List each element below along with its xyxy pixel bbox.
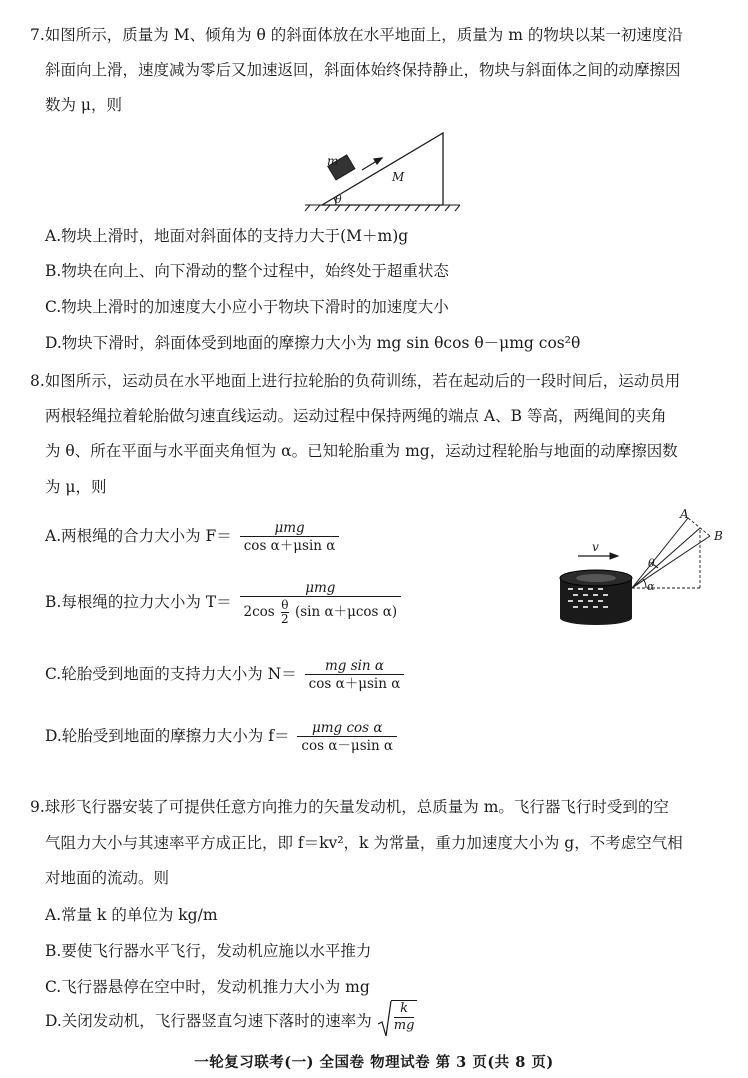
theta-label: θ bbox=[335, 193, 342, 206]
fraction-denominator: cos α＋μsin α bbox=[240, 536, 340, 554]
sqrt-denominator: mg bbox=[393, 1018, 415, 1033]
q8-option-d-text: D.轮胎受到地面的摩擦力大小为 f＝ bbox=[45, 727, 290, 745]
q8-option-b-text: B.每根绳的拉力大小为 T＝ bbox=[45, 593, 232, 611]
block-mass-label: m bbox=[327, 154, 339, 168]
denominator-tail: (sin α＋μcos α) bbox=[294, 604, 398, 620]
sqrt-expression bbox=[377, 1000, 418, 1044]
ropes bbox=[632, 518, 710, 588]
half-angle-fraction bbox=[281, 599, 289, 626]
fraction-denominator: cos α－μsin α bbox=[297, 736, 397, 754]
half-angle-numerator: θ bbox=[281, 598, 289, 612]
q8-option-a-text: A.两根绳的合力大小为 F＝ bbox=[45, 527, 232, 545]
q8-option-c-fraction bbox=[305, 658, 405, 692]
q8-option-b bbox=[45, 580, 404, 626]
q8-option-a bbox=[45, 520, 342, 554]
q8-option-c bbox=[45, 658, 407, 692]
q8-stem-line-2: 两根轻绳拉着轮胎做匀速直线运动。运动过程中保持两绳的端点 A、B 等高，两绳间的夹角 bbox=[45, 407, 667, 425]
q8-stem-line-3: 为 θ、所在平面与水平面夹角恒为 α。已知轮胎重为 mg，运动过程轮胎与地面的动摩擦因数 bbox=[45, 442, 678, 460]
q8-option-c-text: C.轮胎受到地面的支持力大小为 N＝ bbox=[45, 665, 297, 683]
q8-stem-line-4: 为 μ，则 bbox=[45, 478, 107, 496]
q7-stem-line-1: 7.如图所示，质量为 M、倾角为 θ 的斜面体放在水平地面上，质量为 m 的物块以某一初速度沿 bbox=[30, 26, 683, 44]
q8-option-d bbox=[45, 720, 400, 754]
tire bbox=[560, 570, 632, 625]
sqrt-numerator: k bbox=[400, 1001, 409, 1016]
fraction-numerator: μmg bbox=[274, 520, 305, 536]
q7-option-a: A.物块上滑时，地面对斜面体的支持力大于(M＋m)g bbox=[45, 227, 409, 245]
alpha-label: α bbox=[647, 580, 655, 593]
q8-stem-line-1: 8.如图所示，运动员在水平地面上进行拉轮胎的负荷训练，若在起动后的一段时间后，运动员用 bbox=[30, 372, 681, 390]
fraction-denominator bbox=[240, 596, 402, 626]
q8-option-b-fraction bbox=[240, 580, 402, 626]
fraction-numerator: μmg cos α bbox=[311, 720, 383, 736]
q9-option-b: B.要使飞行器水平飞行，发动机应施以水平推力 bbox=[45, 942, 372, 960]
q7-incline-figure bbox=[300, 125, 465, 215]
q9-stem-line-1: 9.球形飞行器安装了可提供任意方向推力的矢量发动机，总质量为 m。飞行器飞行时受到的空 bbox=[30, 798, 669, 816]
sqrt-radicand bbox=[391, 1000, 418, 1034]
theta-label: θ bbox=[648, 557, 655, 570]
cos-prefix: 2cos bbox=[243, 604, 275, 620]
half-angle-denominator: 2 bbox=[281, 612, 289, 626]
velocity-arrow-icon bbox=[362, 158, 382, 170]
page-footer: 一轮复习联考(一) 全国卷 物理试卷 第 3 页(共 8 页) bbox=[194, 1054, 554, 1071]
fraction-numerator: mg sin α bbox=[324, 658, 385, 674]
incline-mass-label: M bbox=[392, 170, 405, 184]
q9-stem-line-3: 对地面的流动。则 bbox=[45, 869, 170, 887]
fraction-denominator: cos α＋μsin α bbox=[305, 674, 405, 692]
q8-option-a-fraction bbox=[240, 520, 340, 554]
q9-option-a: A.常量 k 的单位为 kg/m bbox=[45, 906, 218, 924]
radical-sign-icon bbox=[377, 1000, 392, 1038]
point-b-label: B bbox=[714, 529, 723, 543]
fraction-numerator: μmg bbox=[305, 580, 336, 596]
q7-option-c: C.物块上滑时的加速度大小应小于物块下滑时的加速度大小 bbox=[45, 298, 449, 316]
q7-option-d: D.物块下滑时，斜面体受到地面的摩擦力大小为 mg sin θcos θ－μmg cos²θ bbox=[45, 334, 581, 352]
q9-option-c: C.飞行器悬停在空中时，发动机推力大小为 mg bbox=[45, 978, 370, 996]
q7-option-b: B.物块在向上、向下滑动的整个过程中，始终处于超重状态 bbox=[45, 262, 449, 280]
q9-option-d bbox=[45, 1000, 417, 1044]
ground-hatching bbox=[305, 205, 460, 211]
q7-stem-line-2: 斜面向上滑，速度减为零后又加速返回，斜面体始终保持静止，物块与斜面体之间的动摩擦因 bbox=[45, 61, 681, 79]
q8-option-d-fraction bbox=[297, 720, 397, 754]
point-a-label: A bbox=[680, 508, 689, 521]
q9-stem-line-2: 气阻力大小与其速率平方成正比，即 f＝kv²，k 为常量，重力加速度大小为 g，不考虑空气相 bbox=[45, 834, 683, 852]
q8-tire-figure bbox=[550, 508, 740, 628]
alpha-arc bbox=[643, 579, 646, 588]
q7-stem-line-3: 数为 μ，则 bbox=[45, 96, 123, 114]
velocity-label: v bbox=[592, 540, 599, 554]
q9-option-d-text: D.关闭发动机，飞行器竖直匀速下落时的速率为 bbox=[45, 1012, 372, 1030]
